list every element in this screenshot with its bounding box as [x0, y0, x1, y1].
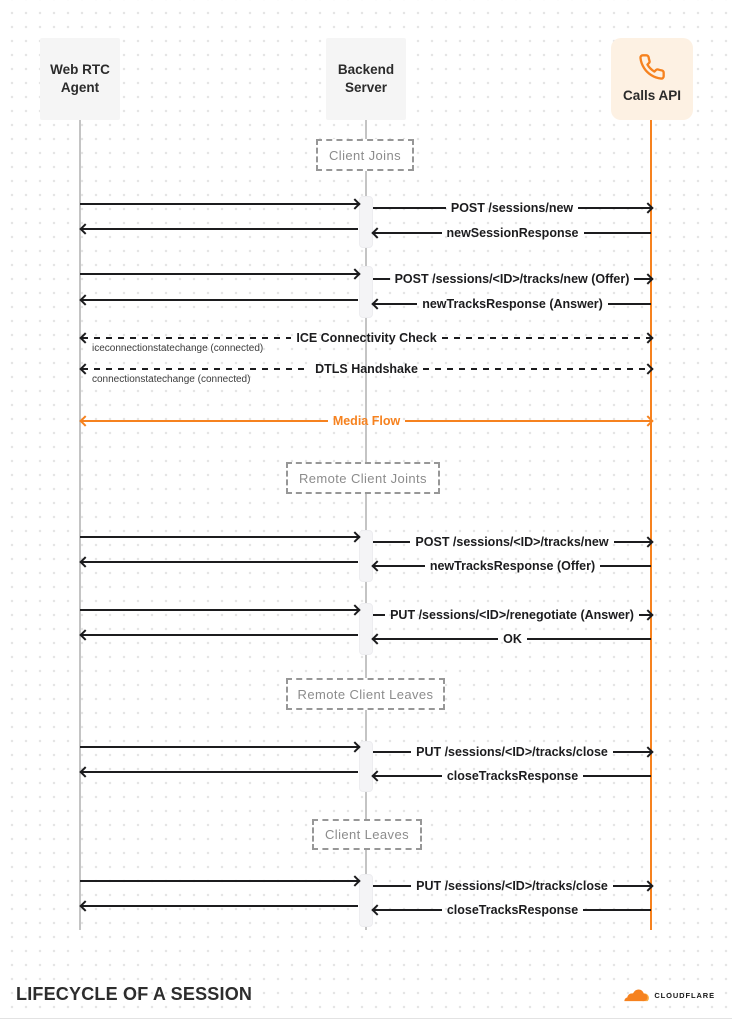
activation-bar	[359, 874, 373, 927]
message-label: newSessionResponse	[446, 225, 579, 240]
message-label: PUT /sessions/<ID>/renegotiate (Answer)	[390, 607, 634, 622]
cloudflare-cloud-icon	[623, 988, 651, 1003]
arrow-ok-response	[374, 631, 651, 647]
section-label: Remote Client Leaves	[297, 686, 434, 702]
message-label: POST /sessions/<ID>/tracks/new (Offer)	[394, 271, 630, 286]
actor-web-rtc-agent	[40, 38, 120, 120]
arrow-close-tracks-response	[374, 768, 651, 784]
arrow-backend-to-agent	[82, 221, 358, 237]
arrow-agent-to-backend	[80, 739, 358, 755]
lifeline-calls-api	[650, 120, 652, 930]
message-label: PUT /sessions/<ID>/tracks/close	[416, 744, 608, 759]
activation-bar	[359, 741, 373, 792]
arrow-close-tracks-response	[374, 902, 651, 918]
arrow-put-renegotiate-answer	[373, 607, 651, 623]
message-label: closeTracksResponse	[446, 768, 579, 783]
activation-bar	[359, 196, 373, 248]
activation-bar	[359, 266, 373, 318]
ice-state-note: iceconnectionstatechange (connected)	[92, 343, 264, 354]
arrow-put-tracks-close	[373, 744, 651, 760]
actor-calls-api	[611, 38, 693, 120]
activation-bar	[359, 603, 373, 655]
connection-state-note: connectionstatechange (connected)	[92, 374, 251, 385]
message-label: ICE Connectivity Check	[296, 330, 437, 345]
section-client-joins	[316, 139, 414, 171]
arrow-backend-to-agent	[82, 292, 358, 308]
section-label: Client Joins	[329, 147, 401, 163]
arrow-backend-to-agent	[82, 627, 358, 643]
message-label: DTLS Handshake	[315, 361, 418, 376]
actor-label: Agent	[60, 80, 100, 95]
arrow-agent-to-backend	[80, 529, 358, 545]
arrow-agent-to-backend	[80, 266, 358, 282]
lifeline-web-rtc-agent	[79, 120, 81, 930]
arrow-agent-to-backend	[80, 602, 358, 618]
arrow-backend-to-agent	[82, 898, 358, 914]
page-title: LIFECYCLE OF A SESSION	[16, 984, 253, 1004]
arrow-backend-to-agent	[82, 554, 358, 570]
arrow-new-tracks-response-answer	[374, 296, 651, 312]
arrow-agent-to-backend	[80, 196, 358, 212]
arrow-post-sessions-new	[373, 200, 651, 216]
message-label: POST /sessions/new	[450, 200, 574, 215]
actor-backend-server	[326, 38, 406, 120]
section-remote-client-leaves	[286, 678, 445, 710]
arrow-post-tracks-new-offer	[373, 271, 651, 287]
message-label: OK	[503, 631, 522, 646]
cloudflare-logo	[623, 988, 715, 1003]
message-label: newTracksResponse (Offer)	[429, 558, 596, 573]
activation-bar	[359, 530, 373, 582]
arrow-backend-to-agent	[82, 764, 358, 780]
actor-label: Backend	[337, 61, 395, 77]
phone-icon	[638, 53, 666, 81]
section-label: Client Leaves	[325, 827, 409, 842]
actor-label: Server	[344, 80, 388, 95]
section-client-leaves	[312, 819, 422, 850]
section-remote-client-joints	[286, 462, 440, 494]
arrow-new-tracks-response-offer	[374, 558, 651, 574]
arrow-put-tracks-close	[373, 878, 651, 894]
arrow-agent-to-backend	[80, 873, 358, 889]
actor-label: Web RTC	[50, 61, 110, 77]
arrow-media-flow	[82, 413, 651, 429]
section-label: Remote Client Joints	[299, 470, 427, 486]
actor-label: Calls API	[622, 87, 682, 103]
message-label: POST /sessions/<ID>/tracks/new	[415, 534, 609, 549]
message-label: PUT /sessions/<ID>/tracks/close	[416, 878, 608, 893]
message-label: closeTracksResponse	[446, 902, 579, 917]
arrow-post-tracks-new	[373, 534, 651, 550]
arrow-new-session-response	[374, 225, 651, 241]
message-label: newTracksResponse (Answer)	[422, 296, 603, 311]
message-label: Media Flow	[332, 413, 401, 428]
cloudflare-wordmark: CLOUDFLARE	[654, 991, 715, 1000]
